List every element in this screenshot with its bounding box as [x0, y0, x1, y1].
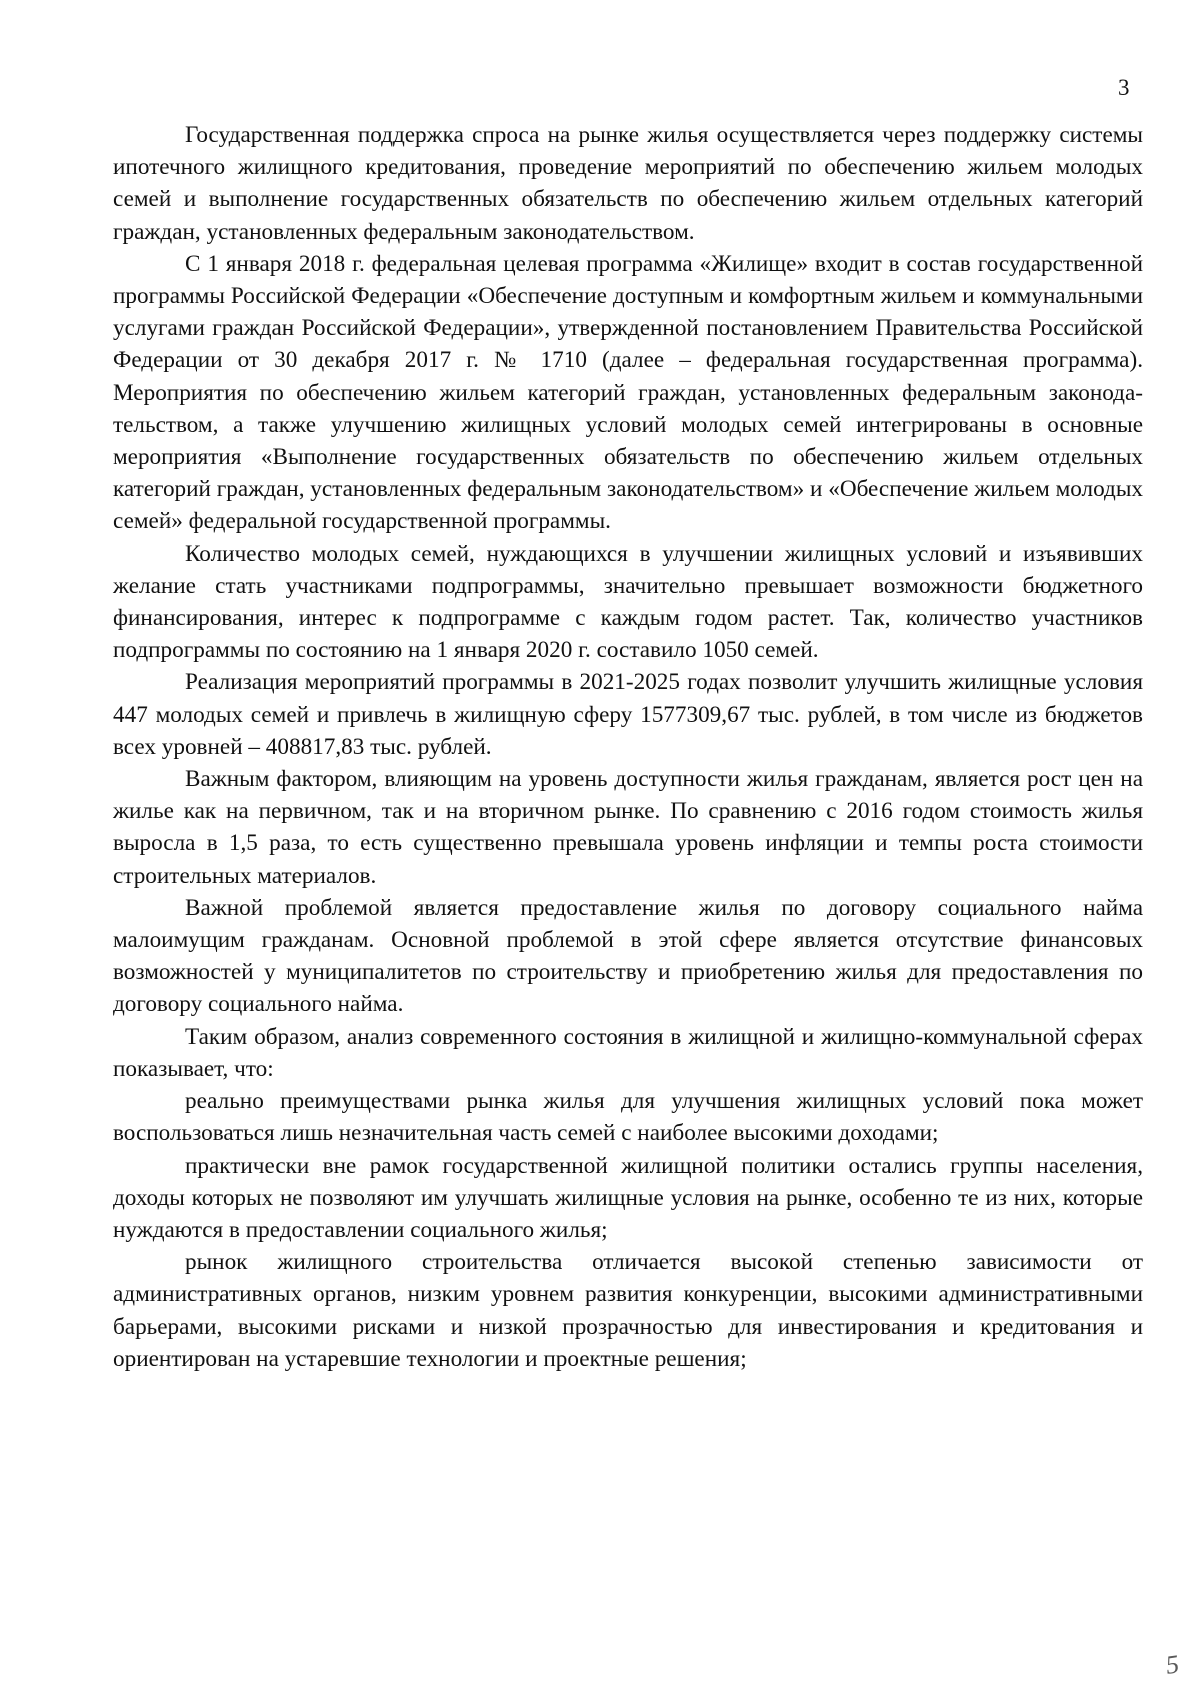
paragraph-zhilishche-program: С 1 января 2018 г. федеральная целевая программа «Жилище» входит в состав государственной программы Российской Федерации «Обеспечение доступным и комфортным жильем и коммунальными услугами граждан Российской Федерации», утвержденной постановлением Правительства Российской Федерации от 30 декабря 2017 г. № 1710 (далее – федеральная государственная программа). Мероприятия по обеспечению жильем категорий граждан, установленных федеральным законодательством, а также улучшению жилищных условий молодых семей интегрированы в основные мероприятия «Выполнение государственных обязательств по обеспечению жильем отдельных категорий граждан, установленных федеральным законодательством» и «Обеспечение жильем молодых семей» федеральной государственной программы. [113, 250, 1143, 535]
paragraph-program-results: Реализация мероприятий программы в 2021-2025 годах позволит улучшить жилищные условия 447 молодых семей и привлечь в жилищную сферу 1577309,67 тыс. рублей, в том числе из бюджетов всех уровней – 408817,83 тыс. рублей. [113, 669, 1143, 760]
paragraph-analysis-intro: Таким образом, анализ современного состояния в жилищной и жилищно-коммунальной сферах показывает, что: [113, 1023, 1143, 1082]
paragraph-young-families-count: Количество молодых семей, нуждающихся в улучшении жилищных условий и изъявивших желание стать участниками подпрограммы, значительно превышает возможности бюджетного финансирования, интерес к подпрограмме с каждым годом растет. Так, количество участников подпрограммы по состоянию на 1 января 2020 г. составило 1050 семей. [113, 540, 1143, 664]
paragraph-demand-support: Государственная поддержка спроса на рынке жилья осуществляется через поддержку системы ипотечного жилищного кредитования, проведение мероприятий по обеспечению жильем молодых семей и выполнение государственных обязательств по обеспечению жильем отдельных категорий граждан, установленных федеральным законодательством. [113, 122, 1143, 245]
list-item-market-advantages: реально преимуществами рынка жилья для улучшения жилищных условий пока может воспользоваться лишь незначительная часть семей с наиболее высокими доходами; [113, 1088, 1143, 1147]
document-body [113, 119, 1143, 1375]
list-item-construction-market: рынок жилищного строительства отличается высокой степенью зависимости от административных органов, низким уровнем развития конкуренции, высокими административными барьерами, высокими рисками и низкой прозрачностью для инвестирования и кредитования и ориентирован на устаревшие технологии и проектные решения; [113, 1249, 1143, 1372]
paragraph-price-growth: Важным фактором, влияющим на уровень доступности жилья гражданам, является рост цен на жилье как на первичном, так и на вторичном рынке. По сравнению с 2016 годом стоимость жилья выросла в 1,5 раза, то есть существенно превышала уровень инфляции и темпы роста стоимости строительных материалов. [113, 766, 1143, 889]
paragraph-social-housing: Важной проблемой является предоставление жилья по договору социального найма малоимущим гражданам. Основной проблемой в этой сфере является отсутствие финансовых возможностей у муниципалитетов по строительству и приобретению жилья для предоставления по договору социального найма. [113, 894, 1143, 1018]
handwritten-page-mark: 5 [1163, 1649, 1181, 1680]
list-item-excluded-groups: практически вне рамок государственной жилищной политики остались группы населения, доходы которых не позволяют им улучшать жилищные условия на рынке, особенно те из них, которые нуждаются в предоставлении социального жилья; [113, 1152, 1143, 1243]
page-number: 3 [1118, 75, 1130, 100]
